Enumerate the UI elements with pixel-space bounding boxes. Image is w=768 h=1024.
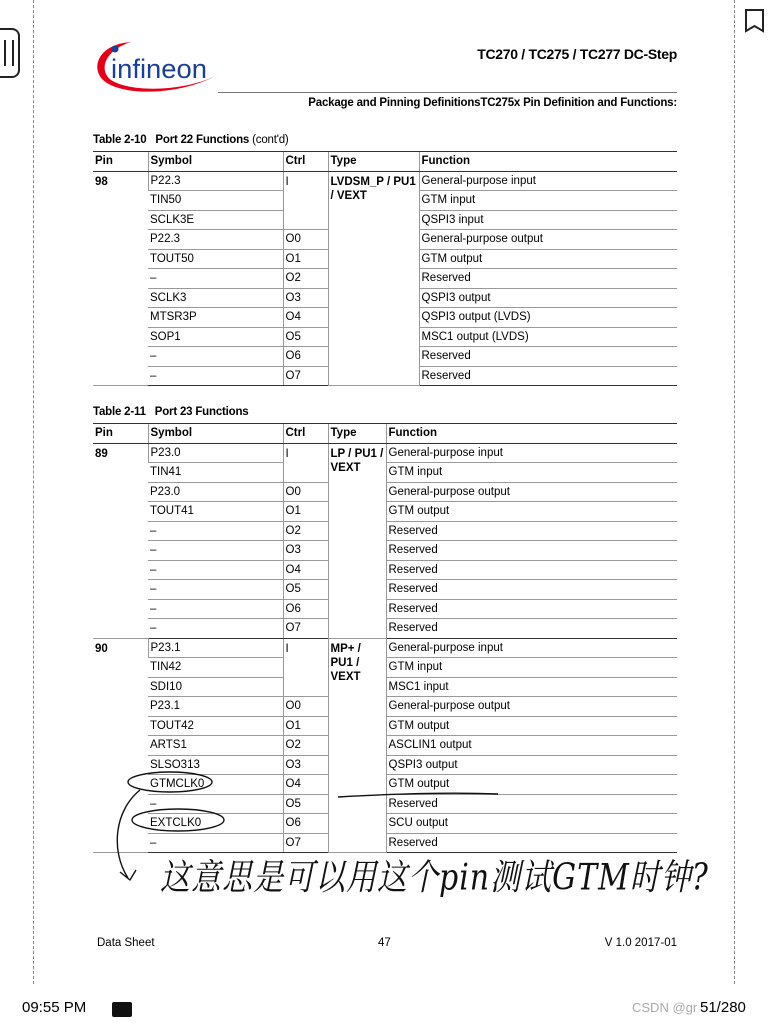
column-header: Symbol — [148, 424, 283, 444]
symbol-cell: TIN42 — [148, 658, 283, 678]
symbol-cell: P23.0 — [148, 482, 283, 502]
column-header: Pin — [93, 152, 148, 172]
function-cell: Reserved — [386, 599, 677, 619]
function-cell: QSPI3 output — [386, 755, 677, 775]
symbol-cell: SLSO313 — [148, 755, 283, 775]
symbol-cell: TOUT41 — [148, 502, 283, 522]
column-header: Function — [419, 152, 677, 172]
symbol-cell: P23.1 — [148, 638, 283, 658]
function-cell: General-purpose output — [386, 697, 677, 717]
ctrl-cell: O1 — [283, 502, 328, 522]
column-header: Type — [328, 152, 419, 172]
ctrl-cell: O6 — [283, 599, 328, 619]
symbol-cell: EXTCLK0 — [148, 814, 283, 834]
ctrl-cell: O7 — [283, 833, 328, 853]
handwritten-annotation: 这意思是可以用这个pin测试GTM时钟? — [160, 857, 709, 900]
ctrl-cell: O3 — [283, 755, 328, 775]
function-cell: MSC1 input — [386, 677, 677, 697]
ctrl-cell: O7 — [283, 366, 328, 386]
symbol-cell: SOP1 — [148, 327, 283, 347]
ctrl-cell: O2 — [283, 521, 328, 541]
symbol-cell: – — [148, 580, 283, 600]
type-cell: LVDSM_P / PU1 / VEXT — [328, 171, 419, 386]
symbol-cell: P23.1 — [148, 697, 283, 717]
symbol-cell: P23.0 — [148, 443, 283, 463]
symbol-cell: TIN41 — [148, 463, 283, 483]
port22-table — [93, 151, 677, 386]
function-cell: Reserved — [419, 366, 677, 386]
footer-doc-type: Data Sheet — [97, 937, 155, 949]
table-row — [93, 638, 677, 658]
menu-icon — [4, 40, 14, 66]
page-edge-right — [734, 0, 735, 984]
header-row — [93, 424, 677, 444]
function-cell: GTM input — [386, 463, 677, 483]
symbol-cell: P22.3 — [148, 230, 283, 250]
sidebar-toggle-button[interactable] — [0, 28, 20, 78]
symbol-cell: SCLK3E — [148, 210, 283, 230]
function-cell: MSC1 output (LVDS) — [419, 327, 677, 347]
column-header: Type — [328, 424, 386, 444]
document-title: TC270 / TC275 / TC277 DC-Step — [477, 46, 677, 62]
function-cell: ASCLIN1 output — [386, 736, 677, 756]
function-cell: General-purpose output — [419, 230, 677, 250]
footer-page-number: 47 — [378, 937, 391, 949]
function-cell: GTM output — [419, 249, 677, 269]
function-cell: Reserved — [386, 580, 677, 600]
symbol-cell: MTSR3P — [148, 308, 283, 328]
function-cell: QSPI3 input — [419, 210, 677, 230]
function-cell: Reserved — [386, 541, 677, 561]
function-cell: Reserved — [419, 347, 677, 367]
ctrl-cell: O2 — [283, 269, 328, 289]
symbol-cell: – — [148, 269, 283, 289]
header-divider — [218, 92, 677, 93]
ctrl-cell: I — [283, 171, 328, 230]
page-edge-left — [33, 0, 34, 984]
pin-cell: 90 — [93, 638, 148, 853]
symbol-cell: P22.3 — [148, 171, 283, 191]
function-cell: GTM input — [419, 191, 677, 211]
symbol-cell: – — [148, 619, 283, 639]
function-cell: Reserved — [386, 833, 677, 853]
page-counter: 51/280 — [700, 999, 746, 1016]
function-cell: QSPI3 output — [419, 288, 677, 308]
symbol-cell: GTMCLK0 — [148, 775, 283, 795]
function-cell: General-purpose input — [419, 171, 677, 191]
function-cell: Reserved — [386, 560, 677, 580]
function-cell: Reserved — [386, 794, 677, 814]
pin-cell: 89 — [93, 443, 148, 638]
function-cell: GTM output — [386, 716, 677, 736]
ctrl-cell: O0 — [283, 697, 328, 717]
function-cell: General-purpose input — [386, 443, 677, 463]
symbol-cell: SCLK3 — [148, 288, 283, 308]
function-cell: GTM input — [386, 658, 677, 678]
symbol-cell: – — [148, 560, 283, 580]
ctrl-cell: O3 — [283, 288, 328, 308]
symbol-cell: – — [148, 833, 283, 853]
status-time: 09:55 PM — [22, 999, 87, 1016]
symbol-cell: – — [148, 521, 283, 541]
type-cell: MP+ / PU1 / VEXT — [328, 638, 386, 853]
ctrl-cell: I — [283, 638, 328, 697]
function-cell: Reserved — [386, 521, 677, 541]
header-row — [93, 152, 677, 172]
svg-text:infineon: infineon — [111, 54, 207, 84]
symbol-cell: – — [148, 794, 283, 814]
function-cell: Reserved — [386, 619, 677, 639]
ctrl-cell: I — [283, 443, 328, 482]
symbol-cell: – — [148, 599, 283, 619]
column-header: Symbol — [148, 152, 283, 172]
function-cell: Reserved — [419, 269, 677, 289]
table-row — [93, 171, 677, 191]
footer-version: V 1.0 2017-01 — [604, 937, 677, 949]
symbol-cell: – — [148, 366, 283, 386]
function-cell: GTM output — [386, 775, 677, 795]
bookmark-icon[interactable] — [744, 8, 766, 34]
function-cell: GTM output — [386, 502, 677, 522]
column-header: Pin — [93, 424, 148, 444]
symbol-cell: TOUT42 — [148, 716, 283, 736]
type-cell: LP / PU1 / VEXT — [328, 443, 386, 638]
symbol-cell: ARTS1 — [148, 736, 283, 756]
ctrl-cell: O6 — [283, 347, 328, 367]
column-header: Function — [386, 424, 677, 444]
watermark: CSDN @gr — [632, 1000, 698, 1015]
ctrl-cell: O5 — [283, 794, 328, 814]
function-cell: General-purpose input — [386, 638, 677, 658]
table-row — [93, 443, 677, 463]
ctrl-cell: O3 — [283, 541, 328, 561]
ctrl-cell: O6 — [283, 814, 328, 834]
ctrl-cell: O2 — [283, 736, 328, 756]
ctrl-cell: O0 — [283, 482, 328, 502]
table2-caption: Table 2-11 Port 23 Functions — [93, 406, 249, 418]
column-header: Ctrl — [283, 152, 328, 172]
symbol-cell: TIN50 — [148, 191, 283, 211]
function-cell: General-purpose output — [386, 482, 677, 502]
battery-icon — [112, 1002, 132, 1017]
table1-caption: Table 2-10 Port 22 Functions (cont'd) — [93, 134, 289, 146]
symbol-cell: – — [148, 541, 283, 561]
section-title: Package and Pinning DefinitionsTC275x Pin Definition and Functions: — [308, 97, 677, 109]
symbol-cell: TOUT50 — [148, 249, 283, 269]
ctrl-cell: O4 — [283, 560, 328, 580]
ctrl-cell: O4 — [283, 775, 328, 795]
ctrl-cell: O1 — [283, 716, 328, 736]
function-cell: QSPI3 output (LVDS) — [419, 308, 677, 328]
ctrl-cell: O0 — [283, 230, 328, 250]
symbol-cell: – — [148, 347, 283, 367]
ctrl-cell: O5 — [283, 327, 328, 347]
ctrl-cell: O1 — [283, 249, 328, 269]
ctrl-cell: O4 — [283, 308, 328, 328]
symbol-cell: SDI10 — [148, 677, 283, 697]
function-cell: SCU output — [386, 814, 677, 834]
column-header: Ctrl — [283, 424, 328, 444]
ctrl-cell: O5 — [283, 580, 328, 600]
ctrl-cell: O7 — [283, 619, 328, 639]
pin-cell: 98 — [93, 171, 148, 386]
infineon-logo — [93, 38, 218, 94]
